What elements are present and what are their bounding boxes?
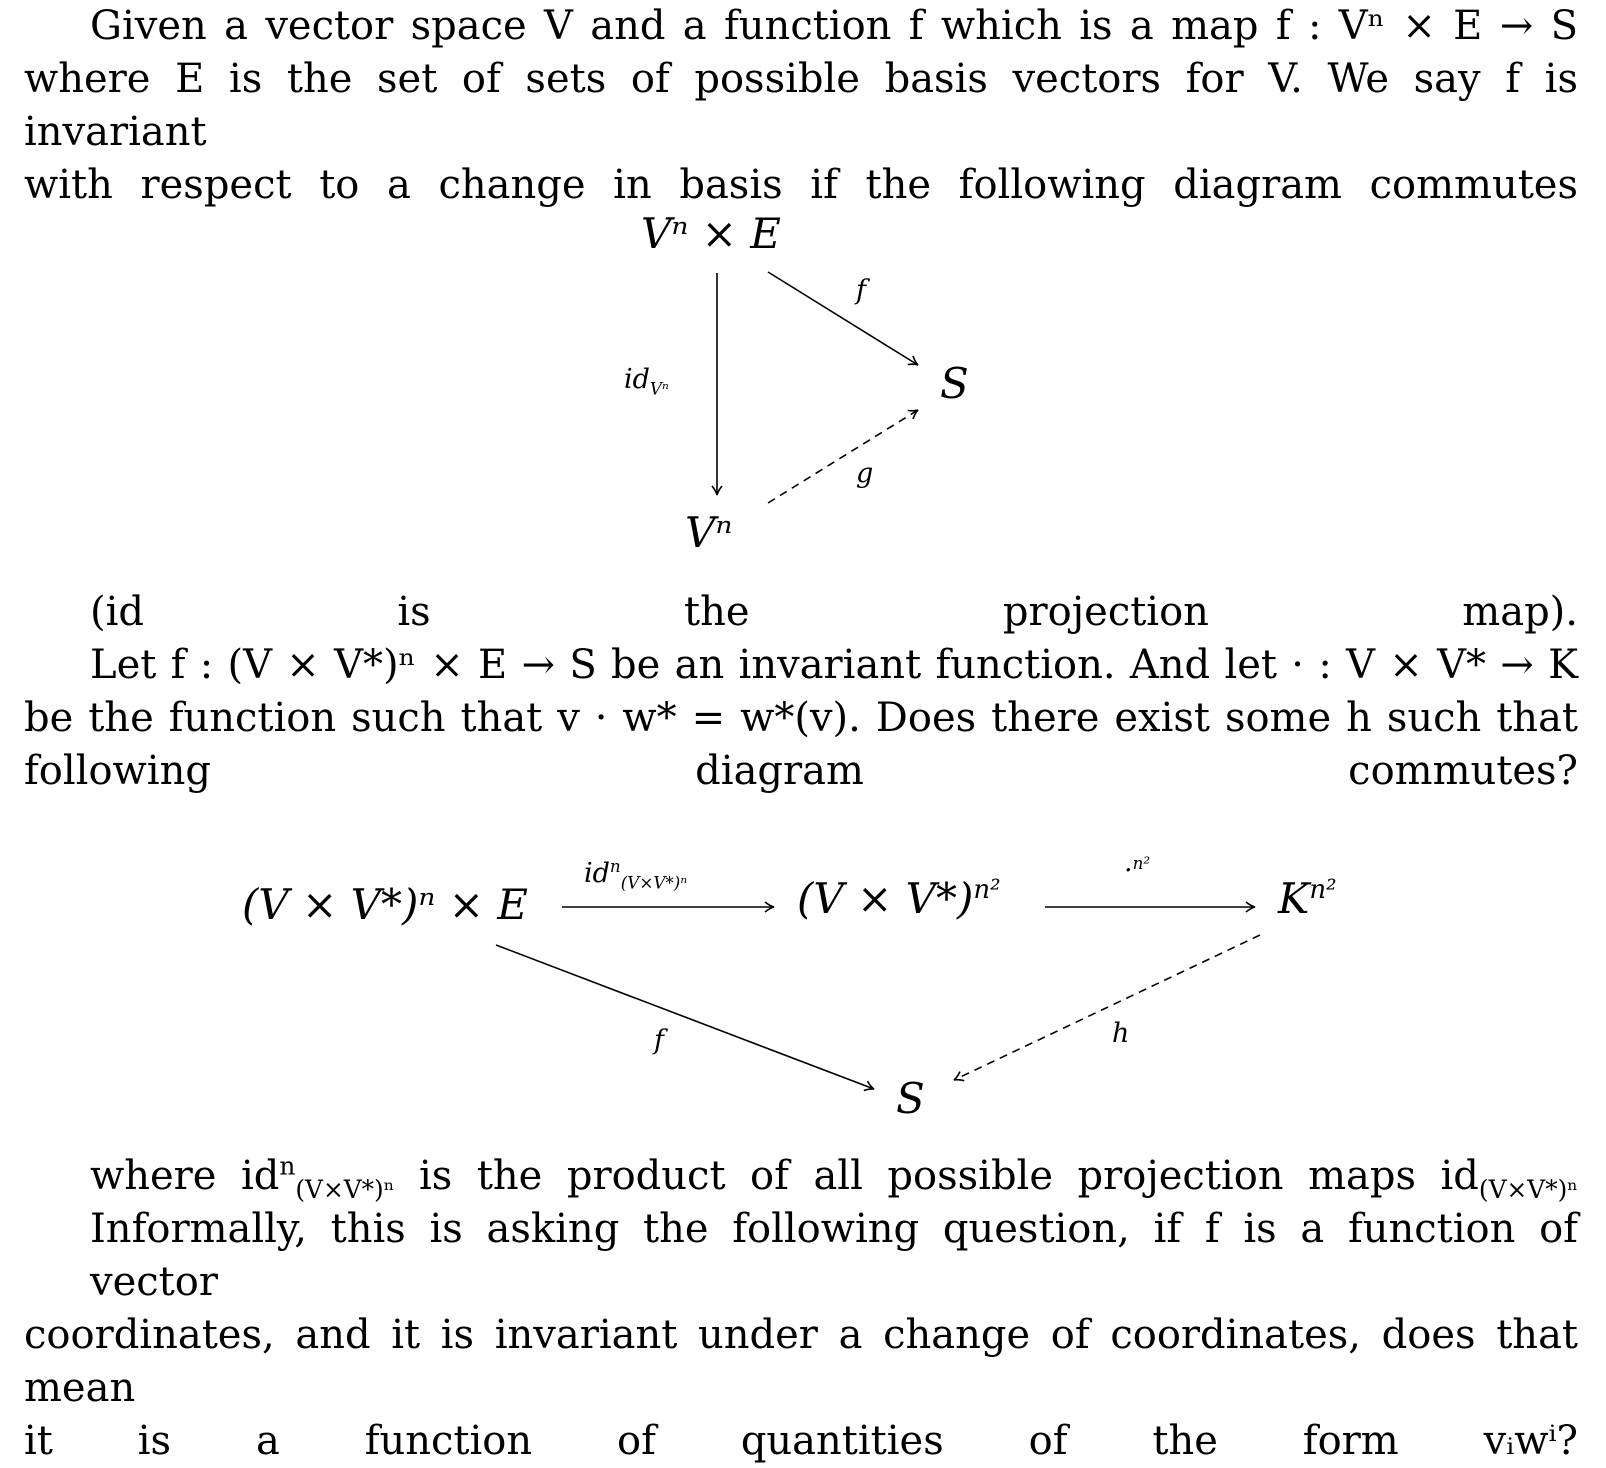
diagram-2-dot-label: ·$^{n^2}$ (1124, 853, 1151, 886)
paragraph-3-line-3: coordinates, and it is invariant under a change of coordinates, does that mean (24, 1312, 1578, 1411)
paragraph-2 (24, 586, 1578, 798)
diagram-1-f-label: f (856, 275, 866, 306)
diagram-2-node-left: (V × V*)ⁿ × E (242, 880, 528, 929)
diagram-2-h-arrow (954, 935, 1260, 1080)
diagram-2-node-right: $K^{n^2}$ (1278, 874, 1337, 923)
paragraph-2-line-3: be the function such that v · w* = w*(v). Does there exist some h such that (24, 695, 1578, 741)
diagram-1-f-arrow (768, 272, 918, 365)
diagram-1-id-label: $id_{V^n}$ (624, 364, 669, 399)
diagram-1-node-right: S (940, 359, 969, 408)
paragraph-1-line-2: where E is the set of sets of possible basis vectors for V. We say f is invariant (24, 56, 1578, 155)
diagram-2-id-label: $id^n_{(V\times V*)^n}$ (584, 856, 688, 893)
diagram-2-node-bottom: S (896, 1074, 925, 1123)
paragraph-3 (24, 1150, 1578, 1468)
paragraph-1-line-3: with respect to a change in basis if the following diagram commutes (24, 162, 1578, 208)
paragraph-3-line-4: it is a function of quantities of the form vᵢwⁱ? (24, 1418, 1578, 1464)
diagram-2-h-label: h (1112, 1018, 1130, 1049)
diagram-1-g-arrow (768, 410, 918, 503)
diagram-2-f-label: f (654, 1025, 664, 1056)
paragraph-3-line-2: Informally, this is asking the following question, if f is a function of vector (90, 1206, 1578, 1305)
paragraph-1-line-1: Given a vector space V and a function f which is a map f : Vⁿ × E → S (90, 3, 1578, 49)
diagram-1-node-bottom: Vⁿ (685, 508, 733, 557)
paragraph-2-line-4: following diagram commutes? (24, 748, 1578, 794)
diagram-2-node-middle: $(V \times V*)^{n^2}$ (797, 874, 1001, 923)
diagram-1-node-top: Vⁿ × E (641, 209, 781, 258)
diagram-1-g-label: g (856, 458, 874, 489)
diagram-2-f-arrow (496, 945, 874, 1089)
paragraph-3-line-1: where $id^n_{(V\times V*)^n}$ is the product of all possible projection maps $id_{(V\times V*)^n}$ (90, 1151, 1578, 1204)
paragraph-2-line-1: (id is the projection map). (90, 589, 1578, 635)
paragraph-2-line-2: Let f : (V × V*)ⁿ × E → S be an invariant function. And let · : V × V* → K (90, 642, 1578, 688)
